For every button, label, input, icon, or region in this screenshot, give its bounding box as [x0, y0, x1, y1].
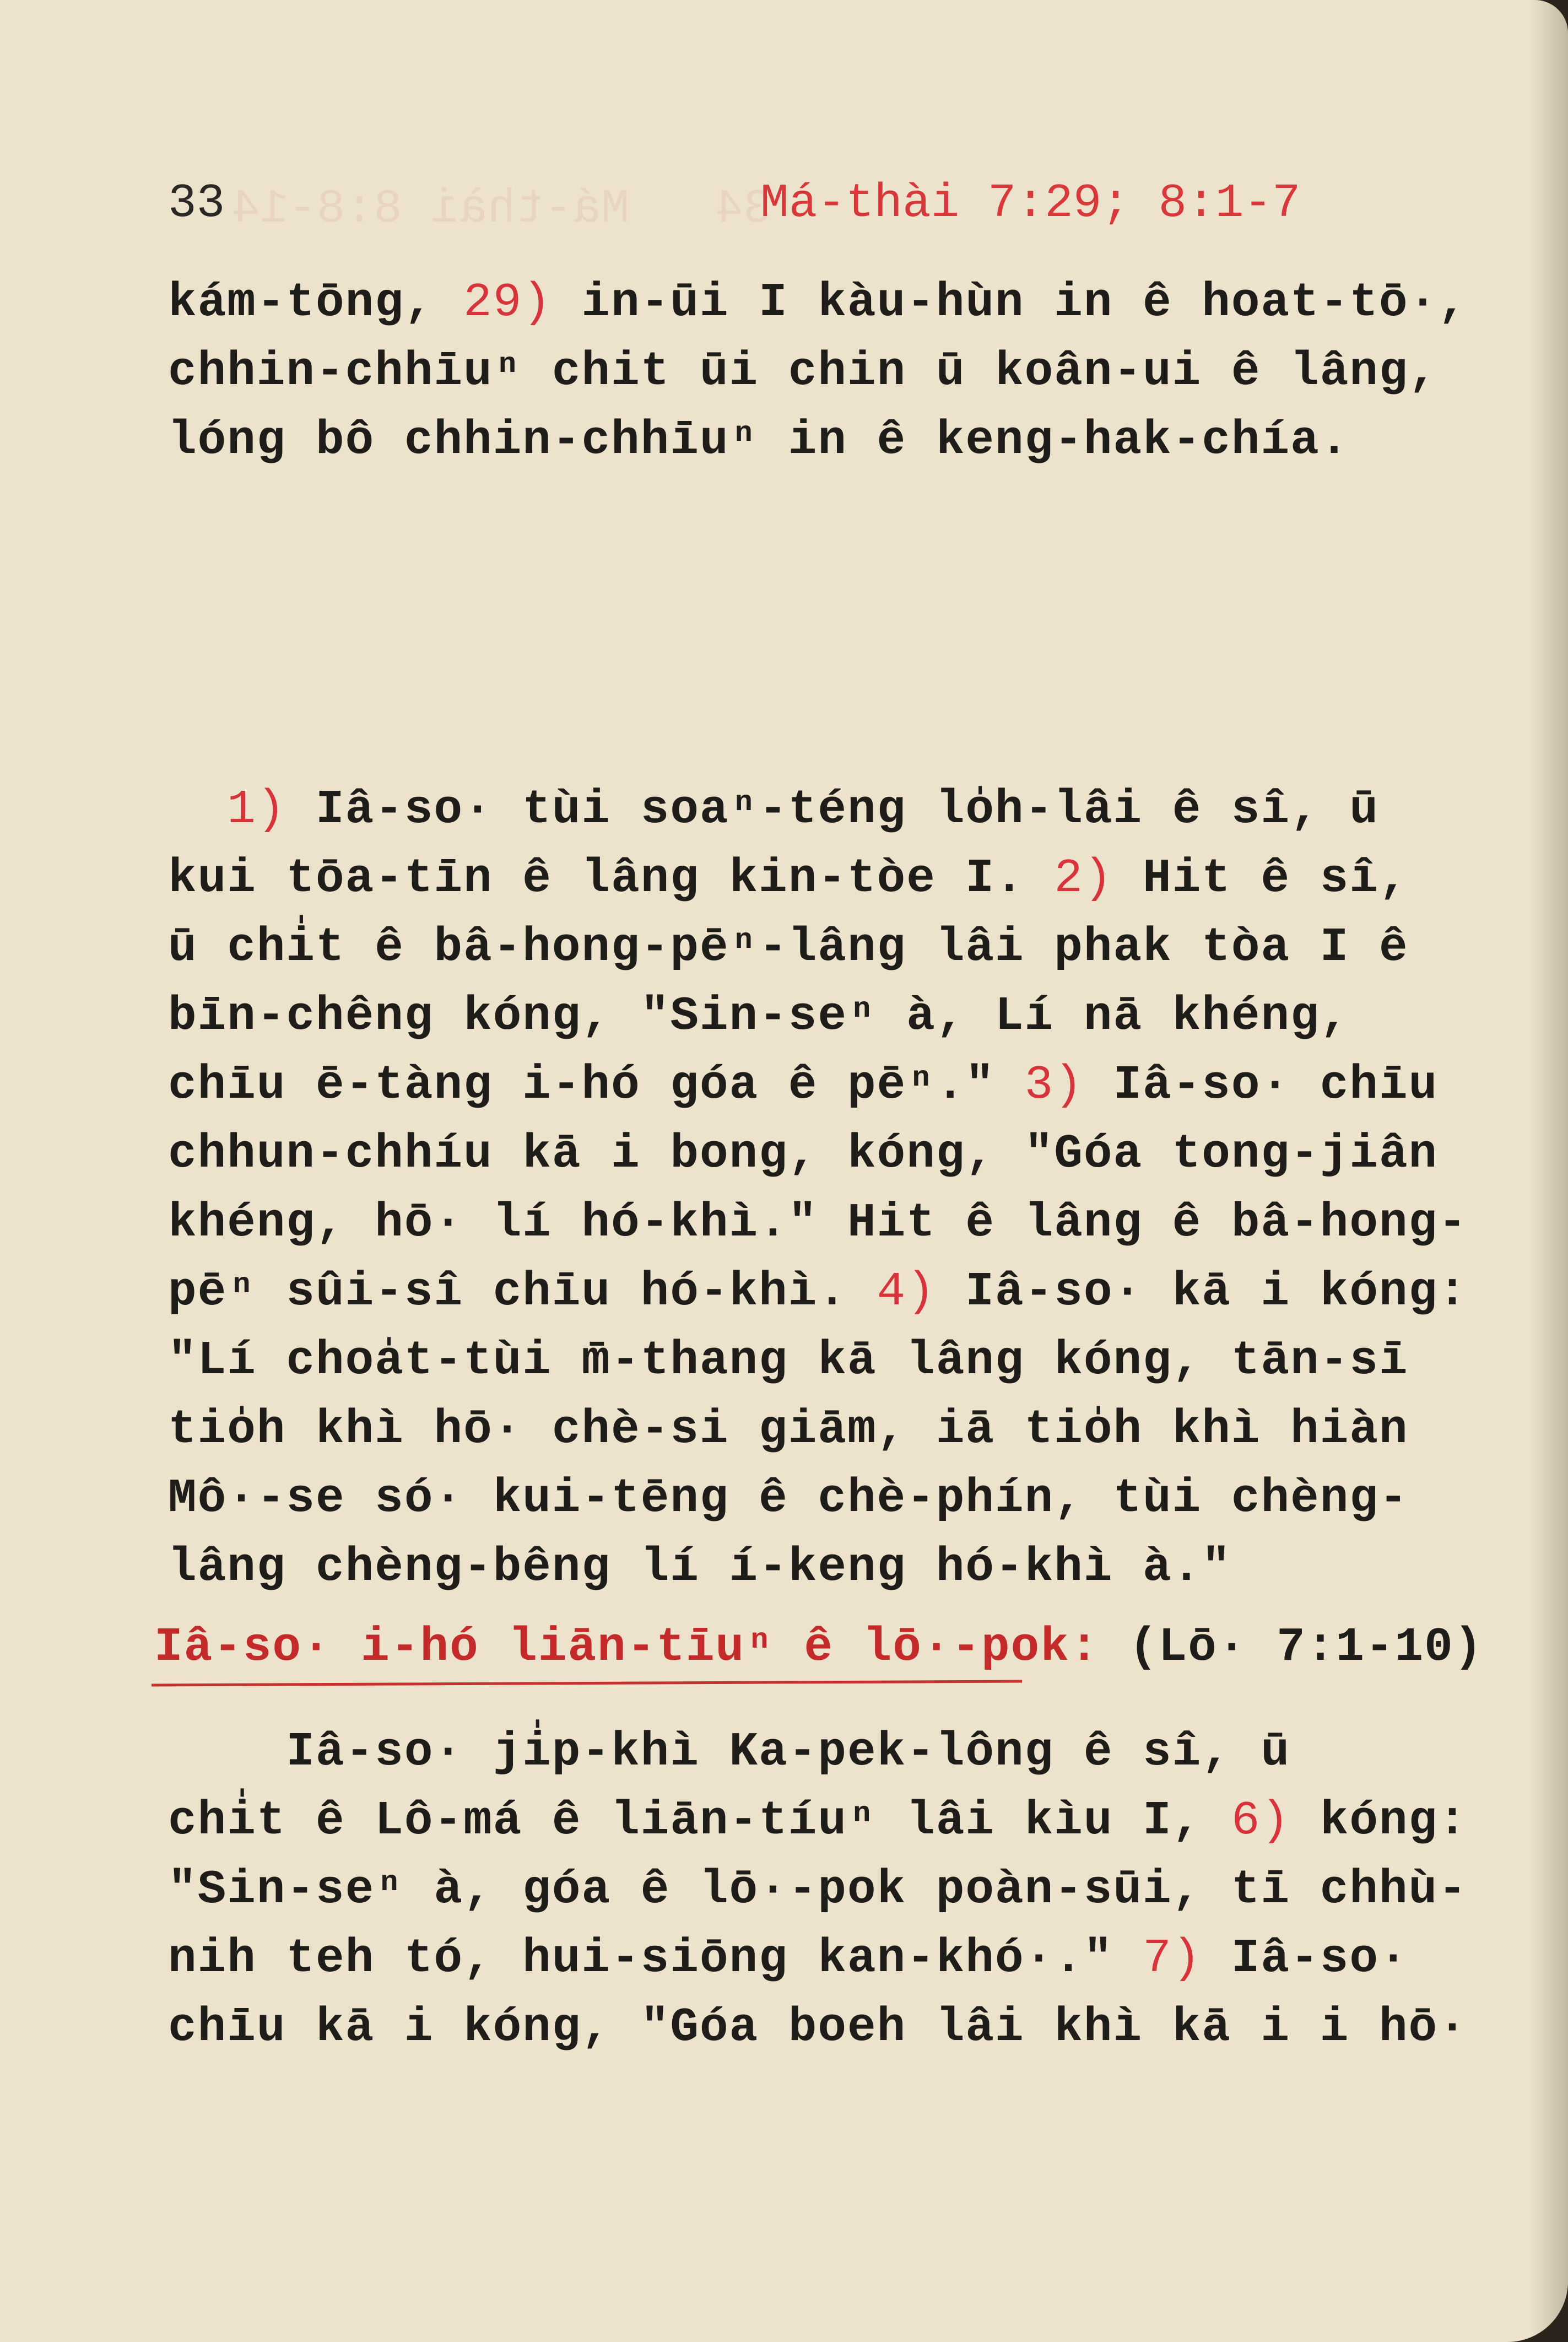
verse-number: 2) [1054, 851, 1113, 905]
verse-number: 29) [463, 276, 552, 330]
text-line: chhun-chhíu kā i bong, kóng, "Góa tong-jiân [168, 1127, 1439, 1181]
text-line: pēⁿ sûi-sî chīu hó-khì. 4) Iâ-so· kā i kóng: [168, 1265, 1468, 1319]
heading-underline [152, 1680, 1022, 1687]
verse-number: 6) [1231, 1794, 1291, 1848]
text-line: nih teh tó, hui-siōng kan-khó·." 7) Iâ-so· [168, 1931, 1409, 1985]
text-line: "Sin-seⁿ à, góa ê lō·-pok poàn-sūi, tī chhù- [168, 1863, 1468, 1917]
text-line: Iâ-so· ji̍p-khì Ka-pek-lông ê sî, ū [168, 1725, 1291, 1779]
text-line: chīu ē-tàng i-hó góa ê pēⁿ." 3) Iâ-so· chīu [168, 1058, 1439, 1112]
page-number: 33 [168, 176, 225, 230]
text-line: "Lí choa̍t-tùi m̄-thang kā lâng kóng, tān-sī [168, 1334, 1409, 1388]
text-line: Mô·-se só· kui-tēng ê chè-phín, tùi chèng- [168, 1471, 1409, 1525]
text-line: ū chi̍t ê bâ-hong-pēⁿ-lâng lâi phak tòa I ê [168, 920, 1409, 974]
verse-number: 7) [1143, 1931, 1202, 1985]
text-line: chīu kā i kóng, "Góa boeh lâi khì kā i i hō· [168, 2000, 1468, 2054]
text-line: khéng, hō· lí hó-khì." Hit ê lâng ê bâ-hong- [168, 1196, 1468, 1250]
section-heading: Iâ-so· i-hó liān-tīuⁿ ê lō·-pok: (Lō· 7:1-10) [154, 1620, 1484, 1674]
text-line: kám-tōng, 29) in-ūi I kàu-hùn in ê hoat-tō·, [168, 276, 1468, 330]
text-line: chhin-chhīuⁿ chit ūi chin ū koân-ui ê lâng, [168, 344, 1439, 398]
text-line: bīn-chêng kóng, "Sin-seⁿ à, Lí nā khéng, [168, 989, 1350, 1043]
text-line: 1) Iâ-so· tùi soaⁿ-téng lo̍h-lâi ê sî, ū [227, 783, 1379, 837]
text-line: lâng chèng-bêng lí í-keng hó-khì à." [168, 1540, 1231, 1594]
bleed-through-header: 34 Má-thài 8:8-14 [231, 182, 772, 236]
text-line: lóng bô chhin-chhīuⁿ in ê keng-hak-chía. [168, 413, 1350, 467]
verse-number: 3) [1024, 1058, 1084, 1112]
chapter-reference: Má-thài 7:29; 8:1-7 [760, 176, 1301, 230]
verse-number: 4) [877, 1265, 936, 1319]
text-line: chi̍t ê Lô-má ê liān-tíuⁿ lâi kìu I, 6) kóng: [168, 1794, 1468, 1848]
text-line: tio̍h khì hō· chè-si giām, iā tio̍h khì hiàn [168, 1402, 1409, 1456]
verse-number: 1) [227, 783, 286, 837]
page-edge-shadow [1529, 0, 1568, 2342]
text-line: kui tōa-tīn ê lâng kin-tòe I. 2) Hit ê sî, [168, 851, 1409, 905]
